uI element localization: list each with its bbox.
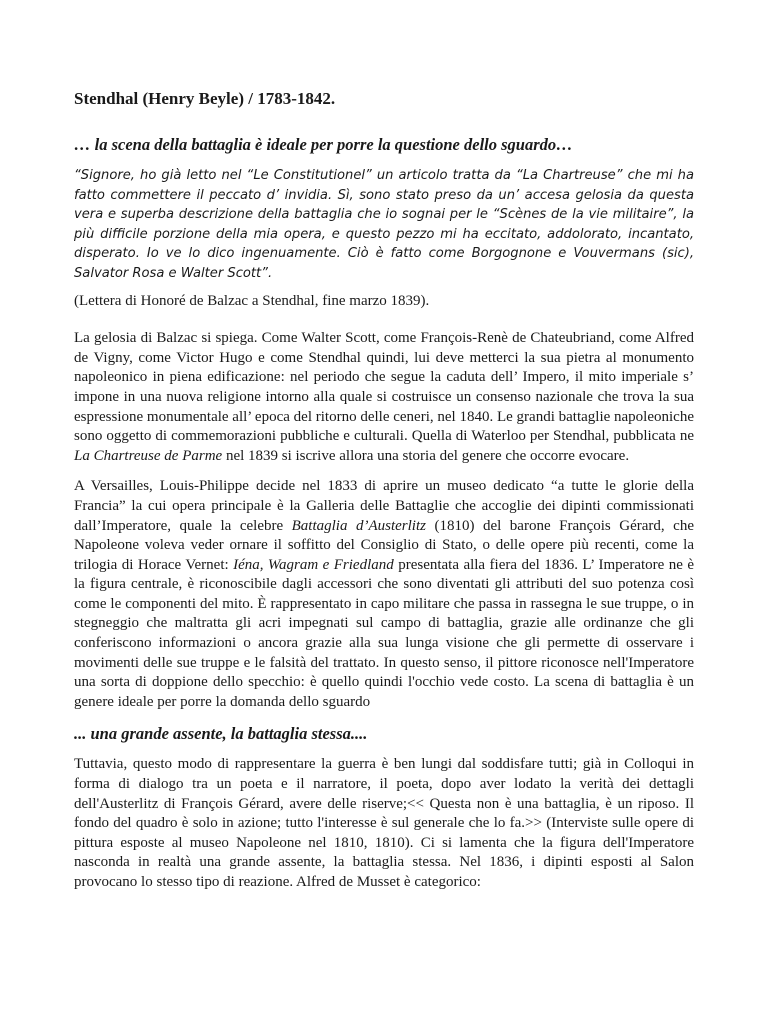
quote-source: (Lettera di Honoré de Balzac a Stendhal, fine marzo 1839). [74,292,430,309]
painting-title-austerlitz: Battaglia d’Austerlitz [291,517,426,534]
paragraph-text: presentata alla fiera del 1836. L’ Imperatore ne è la figura centrale, è riconoscibile dagli accessori che sono diventati gli attributi del suo potenza così come le componenti del mito. È rappresentato in capo militare che passa in rassegna le sue truppe, o in stegneggio che maltratta gli acri impegnati sul campo di battaglia, grazie alle ordinanze che gli conferiscono informazioni o ancora grazie alla sua lunga visione che gli permette di osservare i movimenti delle sue truppe e le falsità del trattato. In questo senso, il pittore riconosce nell'Imperatore una sorta di doppione dello specchio: è quello quindi l'occhio vede costo. La scena di battaglia è un genere ideale per porre la domanda dello sguardo [74,556,694,710]
paragraph-text: A Versailles, Louis-Philippe decide nel 1833 di aprire un museo dedicato “a tutte le glorie della Francia” la cui opera principale è la Galleria delle Battaglie che accoglie dei dipinti commissionati dall’Imperatore, quale la celebre [74,478,694,534]
paragraph-text: nel 1839 si iscrive allora una storia del genere che occorre evocare. [222,447,630,464]
paragraph-text: (1810) del barone François Gérard, che Napoleone voleva veder ornare il soffitto del Consiglio di Stato, o delle opere più recenti, come la trilogia di Horace Vernet: [74,517,694,573]
painting-title-trilogy: Iéna, Wagram e Friedland [233,556,394,573]
book-title-chartreuse: La Chartreuse de Parme [74,447,223,464]
document-page [74,88,694,904]
paragraph-criticism: Tuttavia, questo modo di rappresentare la guerra è ben lungi dal soddisfare tutti; già in Colloqui in forma di dialogo tra un poeta e il narratore, il poeta, dopo aver lodato la verità dei dettagli dell'Austerlitz di François Gérard, avere delle riserve;<< Questa non è una battaglia, è un riposo. Il fondo del quadro è solo in azione; tutto l'interesse è sul generale che lo fa.>> (Interviste sulle opere di pittura esposte al museo Napoleone nel 1810, 1810). Ci si lamenta che la figura dell'Imperatore nasconda in realtà una grande assente, la battaglia stessa. Nel 1836, i dipinti esposti al Salon provocano lo stesso tipo di reazione. Alfred de Musset è categorico: [74,756,694,890]
balzac-quote: “Signore, ho già letto nel “Le Constitutionel” un articolo tratta da “La Chartreuse” che mi ha fatto commettere il peccato d’ invidia. Sì, sono stato preso da un’ accesa gelosia da questa vera e superba descrizione della battaglia che io sognai per le “Scènes de la vie militaire”, la più difficile porzione della mia opera, e questo pezzo mi ha eccitato, addolorato, incantato, disperato. Io ve lo dico ingenuamente. Ciò è fatto come Borgognone e Vouvermans (sic), Salvator Rosa e Walter Scott”. [74,168,694,281]
section-heading-gaze: … la scena della battaglia è ideale per porre la questione dello sguardo… [74,135,573,154]
document-title: Stendhal (Henry Beyle) / 1783-1842. [74,89,336,108]
section-heading-absent-battle: ... una grande assente, la battaglia stessa.... [74,724,368,744]
paragraph-versailles [74,477,694,712]
paragraph-text: La gelosia di Balzac si spiega. Come Walter Scott, come François-Renè de Chateubriand, come Alfred de Vigny, come Victor Hugo e come Stendhal quindi, lui deve metterci la sua pietra al monumento napoleonico in piena edificazione: nel periodo che segue la caduta dell’ Impero, il mito imperiale s’ impone in una nuova religione intorno alla quale si costruisce un consenso nazionale che trova la sua espressione monumentale all’ epoca del ritorno delle ceneri, nel 1840. Le grandi battaglie napoleoniche sono oggetto di commemorazioni pubbliche e culturali. Quella di Waterloo per Stendhal, pubblicata ne [74,330,694,445]
paragraph-balzac-jealousy [74,329,694,466]
